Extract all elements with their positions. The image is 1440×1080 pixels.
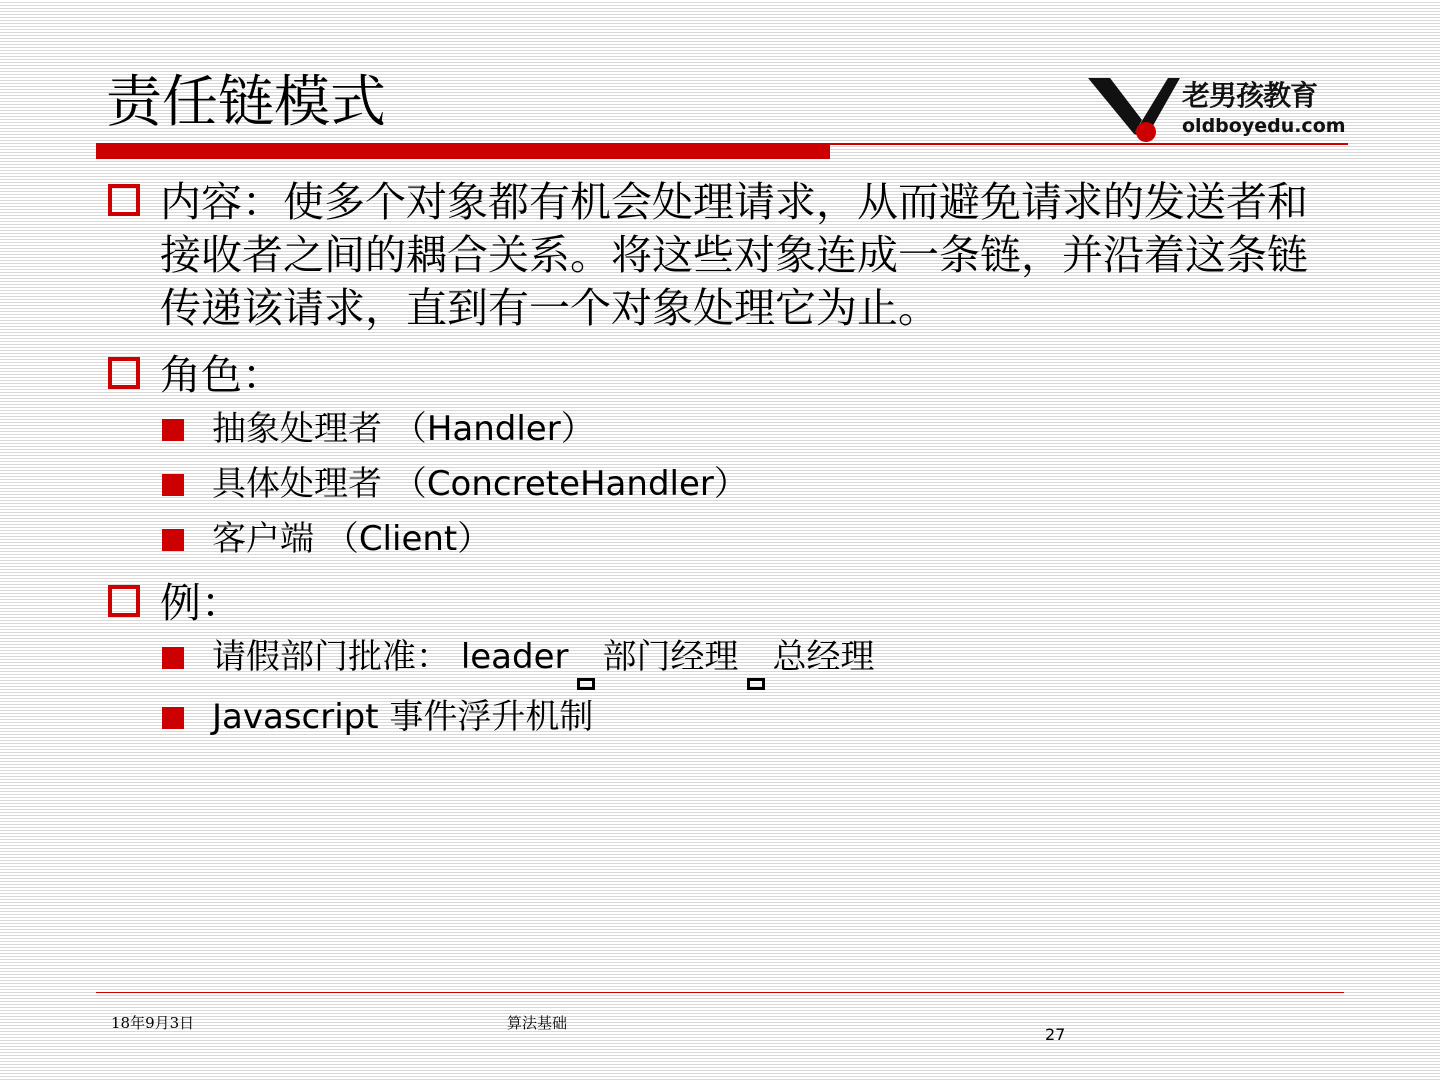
leave-second: 部门经理: [602, 637, 739, 677]
role-item: 具体处理者 （ConcreteHandler）: [106, 457, 1346, 512]
leave-third: 总经理: [772, 637, 875, 677]
footer-divider: [96, 992, 1344, 993]
leave-first: leader: [460, 637, 569, 677]
footer-topic: 算法基础: [507, 1014, 568, 1032]
js-term: Javascript: [212, 697, 379, 737]
filled-square-bullet-icon: [162, 529, 184, 551]
content-text: 内容：使多个对象都有机会处理请求，从而避免请求的发送者和接收者之间的耦合关系。将这些对象连成一条链，并沿着这条链传递该请求，直到有一个对象处理它为止。: [160, 178, 1308, 332]
role-term: ConcreteHandler: [426, 464, 714, 504]
logo-brand-cn: 老男孩教育: [1182, 79, 1318, 112]
bullet-roles: [106, 349, 1346, 402]
hollow-square-bullet-icon: [108, 585, 140, 617]
title-underline-thick: [96, 143, 830, 159]
js-text: 事件浮升机制: [389, 697, 594, 737]
role-item: 客户端 （Client）: [106, 512, 1346, 567]
logo-v-mark-icon: [1088, 76, 1188, 146]
title-underline-thin: [830, 143, 1348, 145]
role-item: 抽象处理者 （Handler）: [106, 402, 1346, 457]
filled-square-bullet-icon: [162, 707, 184, 729]
slide-title: 责任链模式: [106, 70, 386, 135]
arrow-placeholder-icon: [747, 678, 765, 690]
examples-heading: 例：: [160, 579, 242, 627]
leave-label: 请假部门批准：: [212, 637, 450, 677]
logo-brand-en: oldboyedu.com: [1182, 115, 1346, 137]
example-item: [106, 690, 1346, 745]
role-name: 抽象处理者: [212, 409, 382, 449]
hollow-square-bullet-icon: [108, 357, 140, 389]
bullet-content: [106, 176, 1346, 335]
role-name: 具体处理者: [212, 464, 382, 504]
slide-body: [106, 176, 1346, 745]
roles-heading: 角色：: [160, 351, 283, 399]
role-term: Client: [358, 519, 458, 559]
page-number: 27: [1045, 1025, 1066, 1044]
filled-square-bullet-icon: [162, 474, 184, 496]
filled-square-bullet-icon: [162, 419, 184, 441]
logo: [1088, 76, 1350, 146]
footer-date: 18年9月3日: [111, 1014, 195, 1032]
filled-square-bullet-icon: [162, 647, 184, 669]
role-name: 客户端: [212, 519, 314, 559]
example-item: [106, 630, 1346, 690]
role-term: Handler: [426, 409, 561, 449]
hollow-square-bullet-icon: [108, 184, 140, 216]
bullet-examples: [106, 577, 1346, 630]
arrow-placeholder-icon: [577, 678, 595, 690]
